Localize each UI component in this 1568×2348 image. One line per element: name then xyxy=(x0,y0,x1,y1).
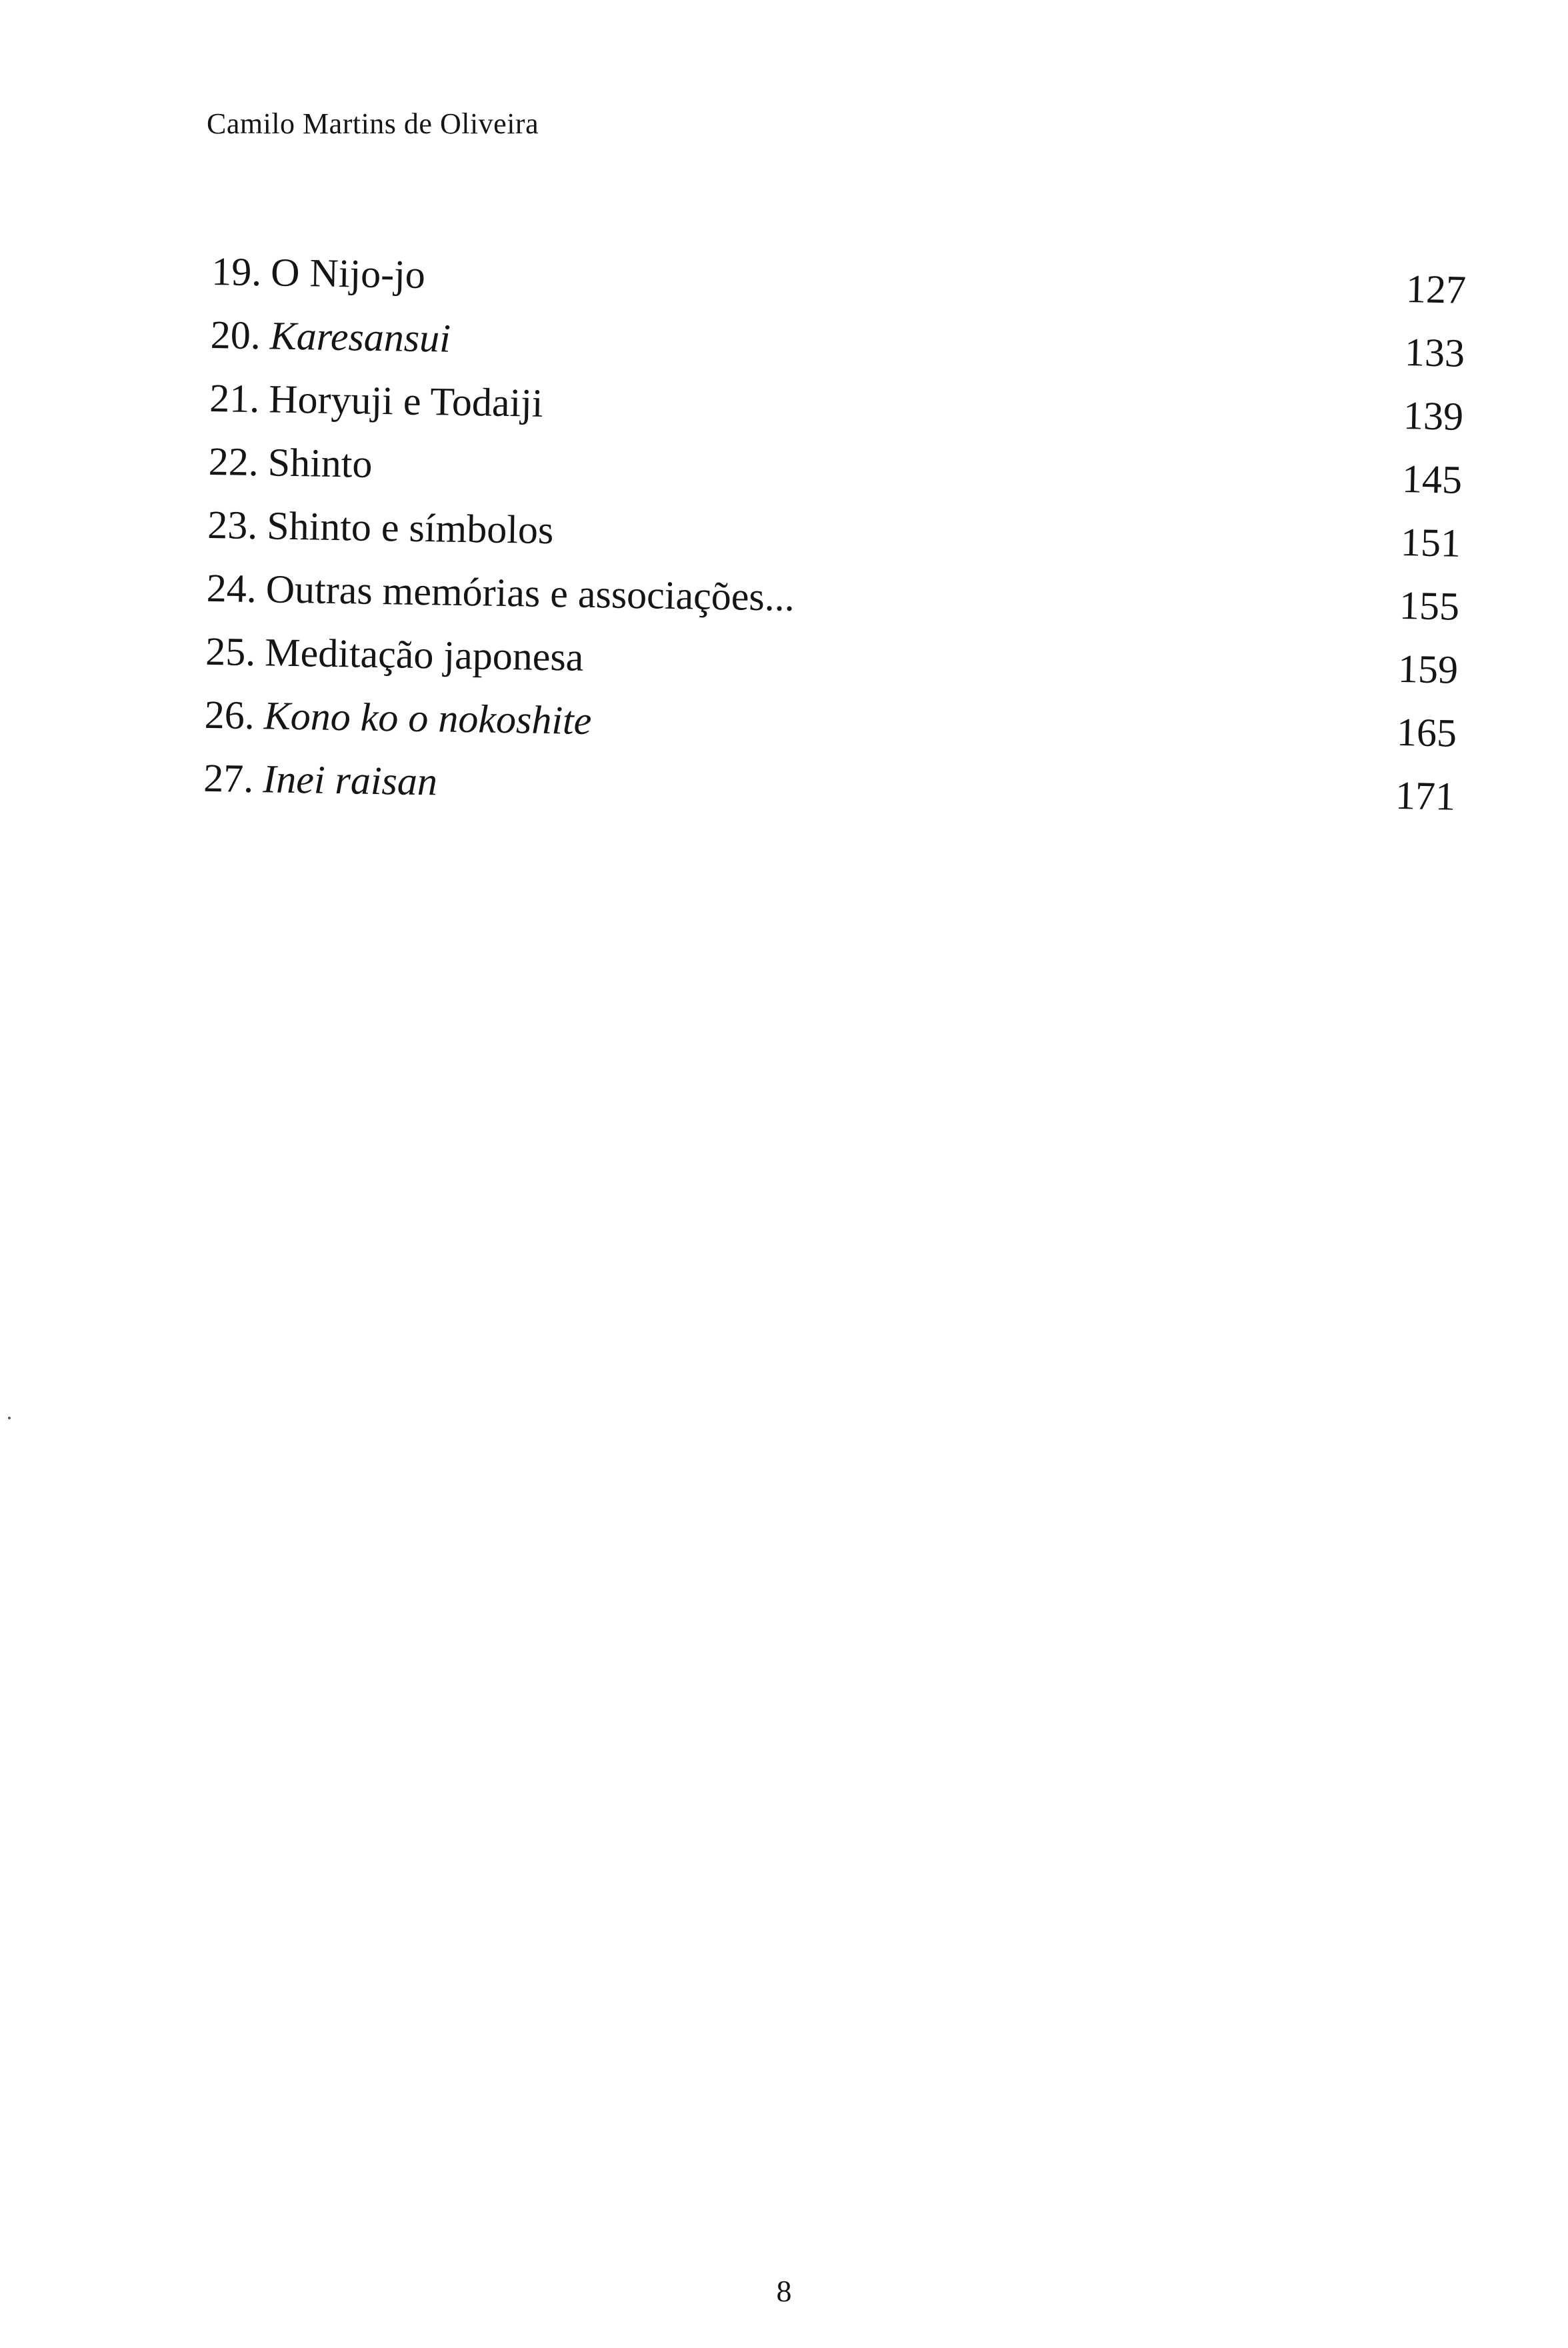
running-header-author: Camilo Martins de Oliveira xyxy=(207,107,539,140)
toc-page-number: 159 xyxy=(1397,646,1459,692)
toc-page-number: 165 xyxy=(1396,709,1457,755)
toc-entry-title: Inei raisan xyxy=(262,757,438,804)
toc-entry-title: Karesansui xyxy=(269,313,451,361)
toc-entry-title: Outras memórias e associações... xyxy=(265,567,795,619)
toc-page-number: 127 xyxy=(1405,267,1467,312)
toc-page-number: 145 xyxy=(1401,456,1463,502)
toc-entry-number: 24. xyxy=(206,565,257,611)
toc-entry-title: Meditação japonesa xyxy=(264,630,584,679)
toc-entry-number: 27. xyxy=(203,755,254,801)
toc-entry-27 xyxy=(203,747,1071,823)
toc-entry-title: O Nijo-jo xyxy=(270,250,426,297)
toc-entry-number: 26. xyxy=(204,692,255,738)
toc-entry-number: 20. xyxy=(210,312,261,358)
toc-page-number: 171 xyxy=(1395,773,1456,819)
toc-entry-number: 25. xyxy=(205,629,256,675)
toc-entry-title: Kono ko o nokoshite xyxy=(263,693,592,743)
toc-page-number: 133 xyxy=(1404,330,1465,375)
toc-page-number: 151 xyxy=(1400,519,1461,565)
toc-entry-number: 23. xyxy=(207,502,258,548)
page-number: 8 xyxy=(776,2274,792,2308)
toc-entry-number: 21. xyxy=(209,375,260,421)
toc-titles-column xyxy=(203,240,1079,823)
toc-entry-title: Shinto xyxy=(267,440,373,486)
toc-pages-column xyxy=(1361,257,1467,829)
toc-entry-title: Horyuji e Todaiji xyxy=(268,377,544,425)
scan-speck xyxy=(8,1417,11,1419)
toc-entry-number: 22. xyxy=(208,439,259,485)
toc-page-number: 139 xyxy=(1403,393,1464,439)
toc-entry-number: 19. xyxy=(211,249,262,295)
toc-page-number: 155 xyxy=(1399,583,1460,629)
toc-entry-title: Shinto e símbolos xyxy=(266,503,554,553)
